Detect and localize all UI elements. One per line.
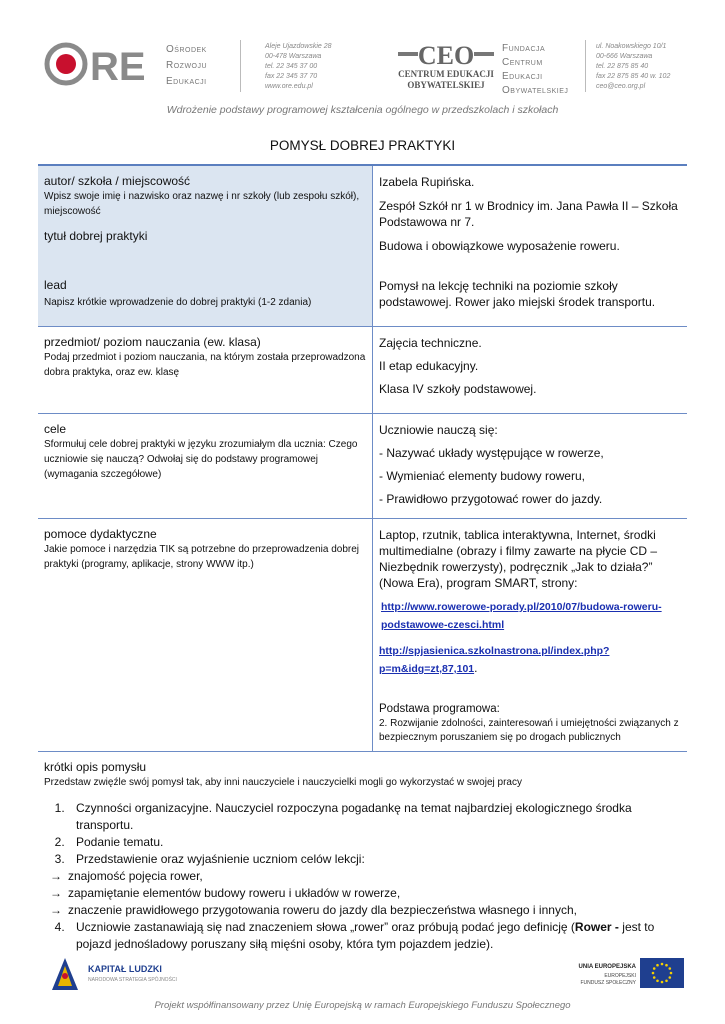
practice-table — [38, 164, 687, 957]
goal-item: - Nazywać układy występujące w rowerze, — [379, 446, 604, 460]
subject-value: II etap edukacyjny. — [379, 359, 479, 373]
arrow-right-icon: → — [50, 869, 62, 883]
table-row-subject — [38, 327, 687, 414]
table-row-aids — [38, 519, 687, 752]
author-label-cell — [38, 166, 372, 326]
svg-text:RE: RE — [90, 45, 146, 86]
kl-title: KAPITAŁ LUDZKI — [88, 964, 162, 974]
author-label: autor/ szkoła / miejscowość — [44, 174, 191, 188]
link-rowerowe-porady[interactable]: http://www.rowerowe-porady.pl/2010/07/budowa-roweru-podstawowe-czesci.html — [381, 601, 662, 631]
list-item: 4. Uczniowie zastanawiają się nad znaczeniem słowa „rower” oraz próbują podać jego definicję (Rower - jest to pojazd jednośladowy poruszany siłą mięśni osoby, która tym pojazdem jedzie). — [68, 919, 681, 953]
aids-value-cell — [372, 519, 687, 751]
ceo-address: ul. Noakowskiego 10/1 00-666 Warszawa tel. 22 875 85 40 fax 22 875 85 40 w. 102 ceo@ceo.org.pl — [596, 43, 671, 90]
description-hint: Przedstaw zwięźle swój pomysł tak, aby inni nauczyciele i nauczycielki mogli go wykorzystać w swojej pracy — [44, 777, 522, 788]
goals-label: cele — [44, 422, 67, 436]
title-label: tytuł dobrej praktyki — [44, 229, 148, 243]
kapital-ludzki-logo — [50, 956, 80, 992]
author-school: Zespół Szkół nr 1 w Brodnicy im. Jana Pawła II – Szkoła Podstawowa nr 7. — [379, 199, 678, 229]
list-item: 3. Przedstawienie oraz wyjaśnienie uczniom celów lekcji: — [68, 851, 681, 868]
list-item: 1. Czynności organizacyjne. Nauczyciel rozpoczyna pogadankę na temat najbardziej ekologicznego środka transportu. — [68, 800, 681, 834]
eu-title: UNIA EUROPEJSKA — [578, 964, 636, 970]
goals-value-cell — [372, 414, 687, 518]
document-title: POMYSŁ DOBREJ PRAKTYKI — [269, 138, 456, 153]
goal-item: - Wymieniać elementy budowy roweru, — [379, 469, 585, 483]
aids-label: pomoce dydaktyczne — [44, 527, 157, 541]
subject-value: Zajęcia techniczne. — [379, 336, 482, 350]
arrow-list-item: → znaczenie prawidłowego przygotowania roweru do jazdy dla bezpieczeństwa własnego i innych, — [50, 903, 577, 917]
header-tagline: Wdrożenie podstawy programowej kształcenia ogólnego w przedszkolach i szkołach — [166, 104, 559, 116]
arrow-list-item: → znajomość pojęcia rower, — [50, 869, 203, 883]
subject-value: Klasa IV szkoły podstawowej. — [379, 382, 537, 396]
aids-hint: Jakie pomoce i narzędzia TIK są potrzebne do przeprowadzenia dobrej praktyki (programy, aplikacje, strony WWW itp.) — [44, 544, 359, 570]
description-label: krótki opis pomysłu — [44, 760, 147, 774]
aids-value: Laptop, rzutnik, tablica interaktywna, Internet, środki multimedialne (obrazy i filmy zawarte na płycie CD – Niezbędnik rowerzysty), podręcznik „Jak to działa?” (Nowa Era), program SMART, strony: — [379, 528, 658, 590]
lead-label: lead — [44, 278, 67, 292]
basis-label: Podstawa programowa: — [379, 703, 500, 715]
aids-label-cell — [38, 519, 372, 751]
eu-sub2: FUNDUSZ SPOŁECZNY — [580, 980, 636, 986]
kl-sub: NARODOWA STRATEGIA SPÓJNOŚCI — [88, 977, 177, 983]
author-hint: Wpisz swoje imię i nazwisko oraz nazwę i nr szkoły (lub zespołu szkół), miejscowość — [44, 191, 360, 217]
author-name: Izabela Rupińska. — [379, 175, 475, 189]
subject-label: przedmiot/ poziom nauczania (ew. klasa) — [44, 335, 261, 349]
ore-name: Ośrodek Rozwoju Edukacji — [166, 44, 208, 87]
page-header — [40, 38, 690, 98]
basis-text: 2. Rozwijanie zdolności, zainteresowań i umiejętności związanych z bezpiecznym poruszaniem się po drogach publicznych — [379, 718, 679, 743]
description-steps — [68, 800, 681, 868]
goals-hint: Sformułuj cele dobrej praktyki w języku zrozumiałym dla ucznia: Czego uczniowie się nauczą? Odwołaj się do podstawy programowej (wymagania szczegółowe) — [44, 439, 358, 480]
ore-logo — [44, 42, 154, 86]
footer-note: Projekt współfinansowany przez Unię Europejską w ramach Europejskiego Funduszu Społecznego — [154, 1000, 571, 1011]
svg-text:CEO: CEO — [417, 41, 475, 70]
table-row-goals — [38, 414, 687, 519]
description-steps-cont — [68, 919, 681, 953]
goal-item: - Prawidłowo przygotować rower do jazdy. — [379, 492, 603, 506]
arrow-right-icon: → — [50, 903, 62, 917]
practice-title: Budowa i obowiązkowe wyposażenie roweru. — [379, 239, 620, 253]
svg-text:CENTRUM EDUKACJI: CENTRUM EDUKACJI — [398, 69, 494, 79]
author-value-cell — [372, 166, 687, 326]
link-suffix: . — [474, 661, 478, 675]
lead-hint: Napisz krótkie wprowadzenie do dobrej praktyki (1-2 zdania) — [44, 297, 312, 308]
subject-value-cell — [372, 327, 687, 413]
eu-sub1: EUROPEJSKI — [604, 973, 636, 979]
table-row-author — [38, 166, 687, 327]
arrow-list-item: → zapamiętanie elementów budowy roweru i układów w rowerze, — [50, 886, 401, 900]
subject-hint: Podaj przedmiot i poziom nauczania, na którym została przeprowadzona dobra praktyka, oraz ew. klasę — [44, 352, 366, 378]
practice-lead: Pomysł na lekcję techniki na poziomie szkoły podstawowej. Rower jako miejski środek transportu. — [379, 279, 656, 309]
goals-label-cell — [38, 414, 372, 518]
table-row-description — [38, 752, 687, 957]
svg-text:OBYWATELSKIEJ: OBYWATELSKIEJ — [407, 80, 485, 90]
eu-flag-icon — [640, 958, 684, 988]
link-spjasienica[interactable]: http://spjasienica.szkolnastrona.pl/index.php?p=m&idg=zt,87,101 — [379, 645, 610, 675]
header-divider — [585, 40, 586, 92]
description-cell — [38, 752, 687, 957]
goals-intro: Uczniowie nauczą się: — [379, 423, 498, 437]
arrow-right-icon: → — [50, 886, 62, 900]
ore-address: Aleje Ujazdowskie 28 00-478 Warszawa tel. 22 345 37 00 fax 22 345 37 70 www.ore.edu.pl — [265, 43, 332, 90]
header-divider — [240, 40, 241, 92]
subject-label-cell — [38, 327, 372, 413]
ceo-name: Fundacja Centrum Edukacji Obywatelskiej — [502, 43, 569, 96]
list-item: 2. Podanie tematu. — [68, 834, 681, 851]
ceo-logo — [396, 40, 496, 92]
